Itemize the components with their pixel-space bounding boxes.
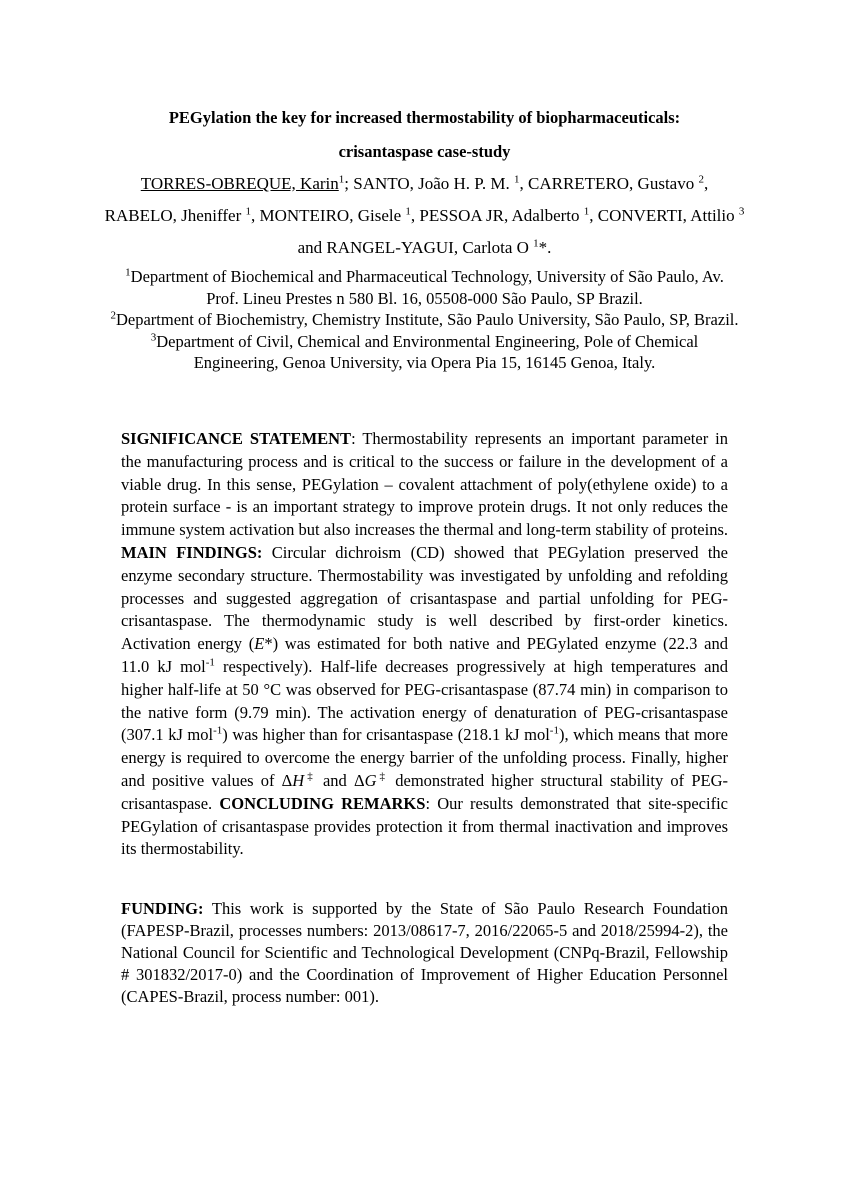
- findings-text: Circular dichroism (CD) showed that PEGylation preserved the enzyme secondary structure. Thermostability was investigated by unfolding and refolding processes and suggested aggregation of crisantaspase and partial unfolding for PEG-crisantaspase. The thermodynamic study is well described by first-order kinetics. Activation energy (: [121, 542, 729, 654]
- abstract-body: [121, 428, 728, 861]
- author-list: TORRES-OBREQUE, Karin$^1$; SANTO, João H. P. M. $^1$, CARRETERO, Gustavo $^2$, RABELO, Jheniffer $^1$, MONTEIRO, Gisele $^1$, PESSOA JR, Adalberto $^1$, CONVERTI, Attilio $^3$ and RANGEL-YAGUI, Carlota O $^1$*.: [104, 173, 745, 257]
- affiliation: [110, 331, 739, 374]
- activation-energy-symbol: E: [254, 634, 265, 654]
- author-name: CARRETERO, Gustavo: [528, 174, 695, 193]
- paper-title: [90, 101, 759, 169]
- unit-exponent: -1: [205, 656, 215, 669]
- author-name: TORRES-OBREQUE, Karin: [140, 174, 339, 193]
- author-name: MONTEIRO, Gisele: [259, 206, 402, 225]
- unit-exponent: -1: [213, 724, 223, 737]
- affiliation-text: Department of Civil, Chemical and Environmental Engineering, Pole of Chemical Engineering, Genoa University, via Opera Pia 15, 16145 Genoa, Italy.: [156, 331, 699, 372]
- findings-text: demonstrated higher structural stability of PEG-crisantaspase.: [121, 770, 729, 813]
- author-name: CONVERTI, Attilio: [597, 206, 735, 225]
- significance-heading: SIGNIFICANCE STATEMENT: [121, 429, 352, 448]
- affiliation: [110, 309, 739, 331]
- author-conjunction: and: [297, 238, 323, 257]
- findings-text: *) was estimated for both native and PEGylated enzyme (22.3 and 11.0 kJ mol: [121, 634, 728, 676]
- dagger-mark: ‡: [376, 770, 389, 783]
- significance-text: : Thermostability represents an important parameter in the manufacturing process and is critical to the success or failure in the development of a viable drug. In this sense, PEGylation – covalent attachment of poly(ethylene oxide) to a protein surface - is an important strategy to improve protein drugs. It not only reduces the immune system activation but also increases the thermal and long-term stability of proteins.: [121, 429, 728, 540]
- findings-text: respectively). Half-life decreases progressively at high temperatures and higher half-life at 50 °C was observed for PEG-crisantaspase (87.74 min) in comparison to the native form (9.79 min). The activation energy of denaturation of PEG-crisantaspase (307.1 kJ mol: [121, 656, 728, 745]
- author-name: PESSOA JR, Adalberto: [419, 206, 580, 225]
- affiliation-number: 2: [110, 309, 116, 322]
- title-line-1: PEGylation the key for increased thermostability of biopharmaceuticals:: [168, 108, 681, 127]
- funding-section: [121, 898, 728, 1008]
- author-name: RANGEL-YAGUI, Carlota O: [326, 238, 529, 257]
- findings-heading: MAIN FINDINGS:: [121, 542, 263, 562]
- abstract-paragraph: [121, 428, 728, 861]
- findings-text: ) was higher than for crisantaspase (218.1 kJ mol: [222, 725, 550, 745]
- funding-heading: FUNDING:: [121, 899, 204, 918]
- author-affiliation-mark: 1: [583, 205, 590, 218]
- funding-text: This work is supported by the State of São Paulo Research Foundation (FAPESP-Brazil, processes numbers: 2013/08617-7, 2016/22065-5 and 2018/25994-2), the National Council for Scientific and Technological Development (CNPq-Brazil, Fellowship # 301832/2017-0) and the Coordination of Improvement of Higher Education Personnel (CAPES-Brazil, process number: 001).: [121, 899, 728, 1006]
- affiliation-number: 1: [125, 266, 131, 279]
- author-name: SANTO, João H. P. M.: [353, 174, 510, 193]
- author-affiliation-mark: 3: [738, 205, 745, 218]
- affiliation-list: [110, 266, 739, 374]
- affiliation-text: Department of Biochemistry, Chemistry Institute, São Paulo University, São Paulo, SP, Brazil.: [115, 310, 739, 329]
- author-affiliation-mark: 1: [338, 173, 345, 186]
- unit-exponent: -1: [549, 724, 559, 737]
- affiliation: [110, 266, 739, 309]
- author-affiliation-mark: 1: [405, 205, 411, 218]
- remarks-heading: CONCLUDING REMARKS: [219, 793, 426, 813]
- title-line-2: crisantaspase case-study: [338, 142, 511, 161]
- author-affiliation-mark: 1: [533, 237, 539, 250]
- author-affiliation-mark: 2: [698, 173, 704, 186]
- enthalpy-symbol: H: [292, 770, 305, 790]
- corresponding-author-mark: *.: [538, 238, 552, 257]
- findings-text: ), which means that more energy is required to overcome the energy barrier of the unfolding process. Finally, higher and positive values of Δ: [121, 725, 728, 790]
- affiliation-number: 3: [150, 331, 157, 343]
- author-name: RABELO, Jheniffer: [104, 206, 242, 225]
- remarks-text: : Our results demonstrated that site-specific PEGylation of crisantaspase provides protection it from thermal inactivation and improves its thermostability.: [121, 793, 728, 859]
- author-affiliation-mark: 1: [514, 173, 520, 186]
- affiliation-text: Department of Biochemical and Pharmaceutical Technology, University of São Paulo, Av. Prof. Lineu Prestes n 580 Bl. 16, 05508-000 São Paulo, SP Brazil.: [130, 267, 724, 308]
- author-affiliation-mark: 1: [245, 205, 251, 218]
- gibbs-energy-symbol: G: [364, 770, 377, 790]
- findings-text: and Δ: [315, 770, 365, 790]
- funding-paragraph: [121, 898, 728, 1008]
- dagger-mark: ‡: [304, 770, 316, 783]
